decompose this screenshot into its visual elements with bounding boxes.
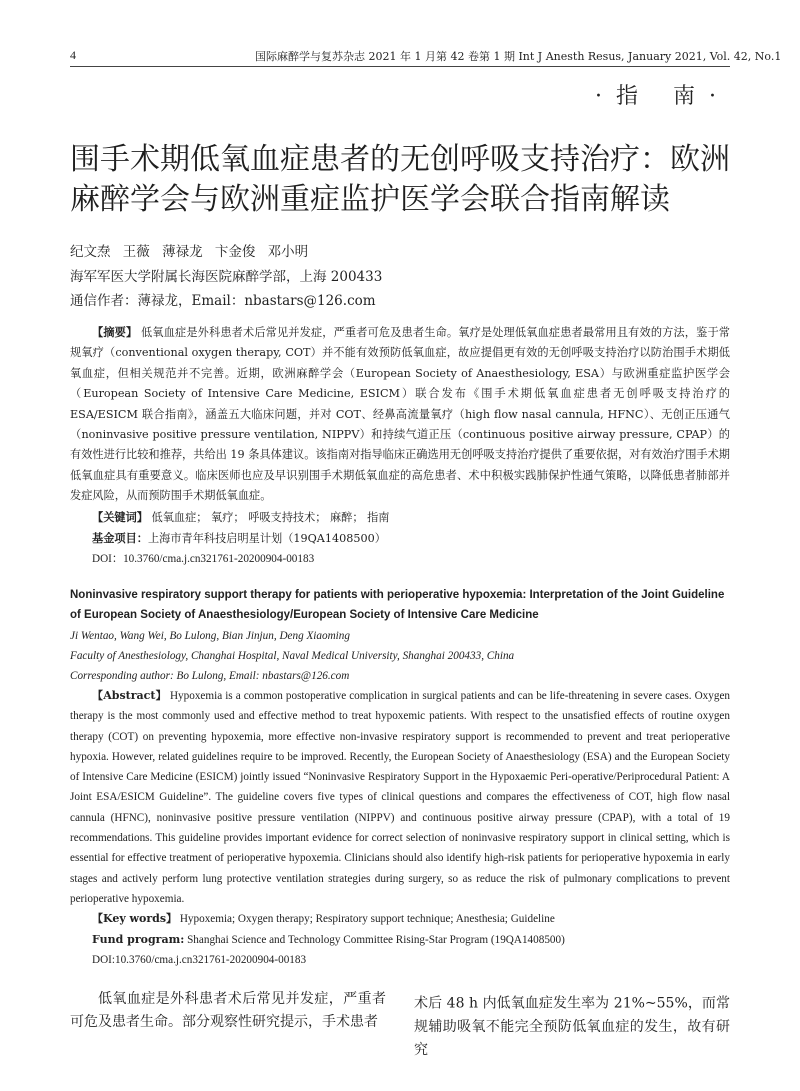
en-doi: DOI:10.3760/cma.j.cn321761-20200904-00183 xyxy=(92,953,307,966)
en-abstract-text: Hypoxemia is a common postoperative complication in surgical patients and can be life-threatening in severe cases. Oxygen therapy is the most commonly used and effective method to treat hypoxemic patients. With respect to the unsatisfied effects of routine oxygen therapy (COT) on preventing hypoxemia, more effective non-invasive respiratory support is recommended to prevent and treat perioperative hypoxia. However, related guidelines require to be improved. Recently, the European Society of Anaesthesiology (ESA) and the European Society of Intensive Care Medicine (ESICM) jointly issued “Noninvasive Respiratory Support in the Hypoxaemic Peri-operative/Periprocedural Patient: A Joint ESA/ESICM Guideline”. The guideline covers five types of clinical questions and compares the effectiveness of COT, high flow nasal cannula (HFNC), noninvasive positive pressure ventilation (NIPPV) and continuous positive airway pressure (CPAP), with a total of 19 recommendations. This guideline provides important evidence for correct selection of noninvasive respiratory support in clinical setting, which is essential for effective treatment of perioperative hypoxemia. Clinicians should also identify high-risk patients for perioperative hypoxemia in early stages and actively perform lung protective ventilation strategies during surgery, so as reduce the risk of pulmonary complications to prevent perioperative hypoxemia. xyxy=(70,690,731,905)
column-label: ·指 南· xyxy=(595,84,730,109)
affiliation: 海军军医大学附属长海医院麻醉学部，上海 200433 xyxy=(70,269,383,285)
english-corresponding: Corresponding author: Bo Lulong, Email: nbastars@126.com xyxy=(70,670,350,682)
cn-abstract-paragraph xyxy=(70,322,730,507)
body-paragraph-left: 低氧血症是外科患者术后常见并发症，严重者可危及患者生命。部分观察性研究提示，手术患者 xyxy=(70,991,386,1030)
english-title: Noninvasive respiratory support therapy for patients with perioperative hypoxemia: Interpretation of the Joint Guideline of European Society of Anaesthesiology/European Society of Intensive Care Medicine xyxy=(70,589,725,621)
header-rule xyxy=(70,66,730,67)
author-list: 纪文焘 王薇 薄禄龙 卞金俊 邓小明 xyxy=(70,244,309,260)
body-right-text-2: ，而常规辅助吸氧不能完全预防低氧血症的发生，故有研究 xyxy=(414,995,730,1058)
english-abstract xyxy=(70,686,730,970)
english-author-info xyxy=(70,626,730,686)
cn-keywords-label: 【关键词】 xyxy=(92,509,148,524)
title-line-1: 围手术期低氧血症患者的无创呼吸支持治疗：欧洲 xyxy=(70,142,730,177)
body-column-left xyxy=(70,988,386,1034)
cn-fund-label: 基金项目： xyxy=(92,531,148,546)
article-title xyxy=(70,140,730,220)
english-authors: Ji Wentao, Wang Wei, Bo Lulong, Bian Jinjun, Deng Xiaoming xyxy=(70,630,350,642)
cn-abstract-text: 低氧血症是外科患者术后常见并发症，严重者可危及患者生命。氧疗是处理低氧血症患者最常用且有效的方法，鉴于常规氧疗（conventional oxygen therapy, COT）并不能有效预防低氧血症，故应提倡更有效的无创呼吸支持治疗以防治围手术期低氧血症，但相关规范并不完善。近期，欧洲麻醉学会（European Society of Anaesthesiology, ESA）与欧洲重症监护医学会（European Society of Intensive Care Medicine, ESICM）联合发布《围手术期低氧血症患者无创呼吸支持治疗的 ESA/ESICM 联合指南》，涵盖五大临床问题，并对 COT、经鼻高流量氧疗（high flow nasal cannula, HFNC）、无创正压通气（noninvasive positive pressure ventilation, NIPPV）和持续气道正压（continuous positive airway pressure, CPAP）的有效性进行比较和推荐，共给出 19 条具体建议。该指南对指导临床正确选用无创呼吸支持治疗提供了重要依据，对有效治疗围手术期低氧血症具有重要意义。临床医师也应及早识别围手术期低氧血症的高危患者、术中积极实践肺保护性通气策略，以降低患者肺部并发症风险，从而预防围手术期低氧血症。 xyxy=(70,326,730,503)
cn-fund xyxy=(70,528,730,549)
en-abstract-label: 【Abstract】 xyxy=(92,689,167,702)
page-number: 4 xyxy=(70,48,76,62)
en-keywords-text: Hypoxemia; Oxygen therapy; Respiratory support technique; Anesthesia; Guideline xyxy=(179,913,555,926)
en-keywords-label: 【Key words】 xyxy=(92,912,178,926)
english-affiliation: Faculty of Anesthesiology, Changhai Hospital, Naval Medical University, Shanghai 200433, China xyxy=(70,650,515,662)
body-paragraph-right xyxy=(414,988,730,1062)
cn-abstract-label: 【摘要】 xyxy=(92,325,138,339)
body-column-right xyxy=(414,988,730,1062)
cn-keywords xyxy=(70,507,730,528)
running-header: 国际麻醉学与复苏杂志 2021 年 1 月第 42 卷第 1 期 Int J Anesth Resus, January 2021, Vol. 42, No.1 xyxy=(255,50,782,63)
corresponding-author: 通信作者：薄禄龙，Email：nbastars@126.com xyxy=(70,293,376,309)
cn-keywords-text: 低氧血症； 氧疗； 呼吸支持技术； 麻醉； 指南 xyxy=(151,510,390,524)
en-keywords xyxy=(70,909,730,929)
cn-doi: DOI：10.3760/cma.j.cn321761-20200904-00183 xyxy=(92,553,315,566)
cn-fund-text: 上海市青年科技启明星计划（19QA1408500） xyxy=(147,532,386,546)
title-line-2: 麻醉学会与欧洲重症监护医学会联合指南解读 xyxy=(70,182,670,217)
en-fund-text: Shanghai Science and Technology Committee Rising-Star Program (19QA1408500) xyxy=(187,933,565,946)
body-right-text-1: 术后 48 h 内低氧血症发生率为 21%~55% xyxy=(414,995,688,1012)
chinese-abstract xyxy=(70,322,730,570)
en-fund xyxy=(70,930,730,950)
en-fund-label: Fund program: xyxy=(92,932,185,946)
en-abstract-paragraph xyxy=(70,686,730,909)
